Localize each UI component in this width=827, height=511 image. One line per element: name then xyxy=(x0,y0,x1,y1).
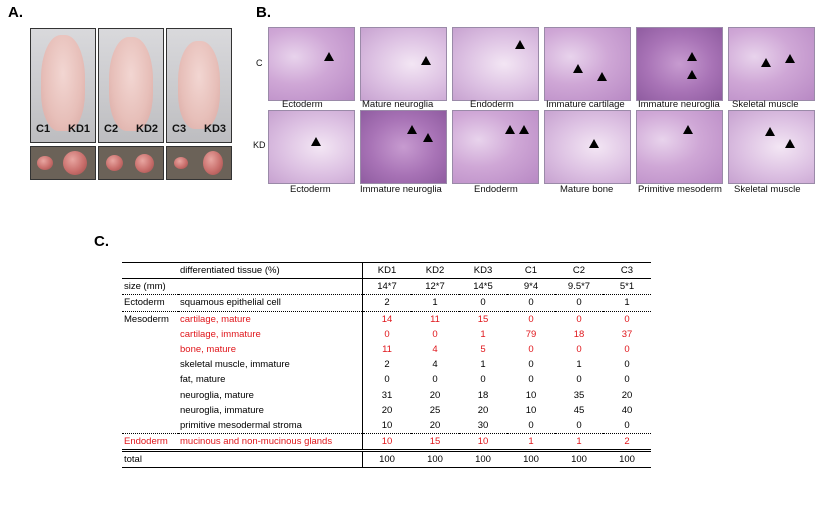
row-value-cell: 2 xyxy=(384,359,390,371)
table-header-cell: KD1 xyxy=(363,263,412,279)
caption-kd-4: Mature bone xyxy=(560,184,614,195)
arrowhead-icon xyxy=(324,52,334,61)
panel-b-label: B. xyxy=(256,4,271,21)
row-value-cell: 100 xyxy=(411,451,459,468)
table-header-cell: C2 xyxy=(555,263,603,279)
arrowhead-icon xyxy=(687,52,697,61)
row-value-cell: 20 xyxy=(411,418,459,434)
row-value-cell: 20 xyxy=(477,404,489,416)
tumor-photo-1 xyxy=(30,146,96,180)
row-value-cell: 10 xyxy=(363,434,412,451)
mouse-label-c1: C1 xyxy=(36,123,51,135)
row-value-cell: 18 xyxy=(573,328,585,340)
caption-c-5: Immature neuroglia xyxy=(638,99,720,110)
row-value-cell: 20 xyxy=(429,389,441,401)
tumor-photo-3 xyxy=(166,146,232,180)
tumor xyxy=(203,151,223,175)
histology-kd-endoderm xyxy=(452,110,539,184)
table-row xyxy=(122,295,651,311)
arrowhead-icon xyxy=(421,56,431,65)
row-value-cell: 14*5 xyxy=(459,279,507,295)
row-value-cell: 100 xyxy=(555,451,603,468)
row-tissue-cell: bone, mature xyxy=(178,342,363,357)
arrowhead-icon xyxy=(683,125,693,134)
row-value-cell: 1 xyxy=(507,434,555,451)
row-tissue-cell: squamous epithelial cell xyxy=(178,295,363,311)
row-value-cell: 35 xyxy=(573,389,585,401)
row-value-cell: 4 xyxy=(432,359,438,371)
row-value-cell: 25 xyxy=(429,404,441,416)
row-value-cell: 30 xyxy=(459,418,507,434)
row-value-cell: 79 xyxy=(525,328,537,340)
row-tissue-cell: skeletal muscle, immature xyxy=(178,357,363,372)
row-value-cell: 0 xyxy=(624,359,630,371)
table-row xyxy=(122,372,651,387)
caption-c-1: Ectoderm xyxy=(282,99,323,110)
table-row xyxy=(122,327,651,342)
mouse-body xyxy=(109,37,153,131)
row-value-cell: 10 xyxy=(363,418,412,434)
row-group-cell xyxy=(122,327,178,342)
row-value-cell: 100 xyxy=(603,451,651,468)
table-row xyxy=(122,279,651,295)
row-group-cell xyxy=(122,372,178,387)
arrowhead-icon xyxy=(519,125,529,134)
row-value-cell: 0 xyxy=(459,295,507,311)
row-value-cell: 1 xyxy=(603,295,651,311)
table-row xyxy=(122,342,651,357)
panel-a-label: A. xyxy=(8,4,23,21)
tumor-photo-2 xyxy=(98,146,164,180)
row-label-kd: KD xyxy=(253,140,266,150)
row-value-cell: 37 xyxy=(621,328,633,340)
row-value-cell: 1 xyxy=(480,328,486,340)
row-value-cell: 0 xyxy=(432,374,438,386)
row-value-cell: 11 xyxy=(430,313,440,325)
tumor xyxy=(63,151,87,175)
mouse-photo-2 xyxy=(98,28,164,143)
row-tissue-cell: mucinous and non-mucinous glands xyxy=(178,434,363,451)
row-value-cell: 0 xyxy=(384,374,390,386)
row-group-cell xyxy=(122,342,178,357)
row-value-cell: 0 xyxy=(576,313,582,325)
row-value-cell: 0 xyxy=(480,374,486,386)
mouse-label-kd2: KD2 xyxy=(136,123,159,135)
row-tissue-cell: fat, mature xyxy=(178,372,363,387)
row-group-cell: Endoderm xyxy=(122,434,178,451)
mouse-photo-1 xyxy=(30,28,96,143)
row-value-cell: 15 xyxy=(477,313,489,325)
row-value-cell: 10 xyxy=(525,404,537,416)
row-value-cell: 45 xyxy=(573,404,585,416)
row-value-cell: 100 xyxy=(459,451,507,468)
caption-kd-1: Ectoderm xyxy=(290,184,331,195)
histology-c-ectoderm xyxy=(268,27,355,101)
row-value-cell: 1 xyxy=(555,434,603,451)
row-value-cell: 10 xyxy=(525,389,537,401)
row-group-cell: Mesoderm xyxy=(124,313,169,325)
row-group-cell xyxy=(122,418,178,434)
row-value-cell: 12*7 xyxy=(411,279,459,295)
arrowhead-icon xyxy=(785,139,795,148)
row-value-cell: 0 xyxy=(528,344,534,356)
row-value-cell: 0 xyxy=(555,295,603,311)
row-value-cell: 15 xyxy=(411,434,459,451)
table-header-row xyxy=(122,263,651,279)
table-header-cell: KD2 xyxy=(411,263,459,279)
row-value-cell: 0 xyxy=(603,418,651,434)
histology-kd-skeletal-muscle xyxy=(728,110,815,184)
tumor xyxy=(106,155,123,171)
row-group-cell xyxy=(122,357,178,372)
row-value-cell: 0 xyxy=(555,418,603,434)
arrowhead-icon xyxy=(765,127,775,136)
histology-c-immature-neuroglia xyxy=(636,27,723,101)
row-value-cell: 0 xyxy=(384,328,390,340)
histology-kd-immature-neuroglia xyxy=(360,110,447,184)
row-value-cell: 9.5*7 xyxy=(555,279,603,295)
arrowhead-icon xyxy=(311,137,321,146)
panel-c-label: C. xyxy=(94,233,109,250)
arrowhead-icon xyxy=(761,58,771,67)
arrowhead-icon xyxy=(687,70,697,79)
row-value-cell: 20 xyxy=(621,389,633,401)
tumor xyxy=(37,156,53,170)
histology-kd-primitive-mesoderm xyxy=(636,110,723,184)
table-row xyxy=(122,357,651,372)
caption-kd-6: Skeletal muscle xyxy=(734,184,801,195)
table-row xyxy=(122,451,651,468)
caption-c-6: Skeletal muscle xyxy=(732,99,799,110)
table-header-cell: C3 xyxy=(603,263,651,279)
tissue-table xyxy=(122,262,651,468)
row-value-cell: 5 xyxy=(480,344,486,356)
table-header-cell: C1 xyxy=(507,263,555,279)
row-value-cell: 0 xyxy=(507,418,555,434)
row-value-cell: 1 xyxy=(480,359,486,371)
table-row xyxy=(122,434,651,451)
row-tissue-cell: primitive mesodermal stroma xyxy=(178,418,363,434)
row-value-cell: 0 xyxy=(576,374,582,386)
arrowhead-icon xyxy=(573,64,583,73)
table-header-cell: KD3 xyxy=(459,263,507,279)
row-value-cell: 2 xyxy=(363,295,412,311)
histology-kd-mature-bone xyxy=(544,110,631,184)
histology-c-skeletal-muscle xyxy=(728,27,815,101)
mouse-label-c2: C2 xyxy=(104,123,119,135)
row-value-cell: 0 xyxy=(624,313,630,325)
table-row xyxy=(122,403,651,418)
row-value-cell: 11 xyxy=(382,344,392,356)
row-value-cell: 1 xyxy=(411,295,459,311)
table-row xyxy=(122,388,651,403)
row-value-cell: 20 xyxy=(381,404,393,416)
mouse-body xyxy=(41,35,85,131)
row-value-cell: 40 xyxy=(621,404,633,416)
mouse-label-kd3: KD3 xyxy=(204,123,227,135)
row-value-cell: 0 xyxy=(576,344,582,356)
row-group-cell xyxy=(122,388,178,403)
tissue-table-body xyxy=(122,263,651,468)
histology-c-mature-neuroglia xyxy=(360,27,447,101)
tumor xyxy=(135,154,154,173)
histology-c-endoderm xyxy=(452,27,539,101)
row-value-cell: 0 xyxy=(528,313,534,325)
arrowhead-icon xyxy=(597,72,607,81)
arrowhead-icon xyxy=(505,125,515,134)
row-value-cell: 10 xyxy=(459,434,507,451)
caption-c-4: Immature cartilage xyxy=(546,99,625,110)
row-tissue-cell: cartilage, immature xyxy=(178,327,363,342)
row-tissue-cell: neuroglia, immature xyxy=(178,403,363,418)
arrowhead-icon xyxy=(407,125,417,134)
row-group-cell xyxy=(122,403,178,418)
mouse-label-kd1: KD1 xyxy=(68,123,91,135)
row-label-c: C xyxy=(256,58,263,68)
table-header-cell xyxy=(122,263,178,279)
row-value-cell: 0 xyxy=(624,374,630,386)
row-tissue-cell: neuroglia, mature xyxy=(178,388,363,403)
row-value-cell: 100 xyxy=(363,451,412,468)
histology-kd-ectoderm xyxy=(268,110,355,184)
arrowhead-icon xyxy=(785,54,795,63)
row-value-cell: 4 xyxy=(432,344,438,356)
row-group-cell: total xyxy=(122,451,178,468)
row-value-cell: 14 xyxy=(381,313,393,325)
row-value-cell: 18 xyxy=(477,389,489,401)
mouse-photo-3 xyxy=(166,28,232,143)
row-value-cell: 0 xyxy=(624,344,630,356)
caption-kd-5: Primitive mesoderm xyxy=(638,184,722,195)
table-header-cell: differentiated tissue (%) xyxy=(178,263,363,279)
table-row xyxy=(122,311,651,327)
row-tissue-cell: cartilage, mature xyxy=(178,311,363,327)
row-value-cell: 0 xyxy=(528,374,534,386)
caption-c-3: Endoderm xyxy=(470,99,514,110)
caption-kd-2: Immature neuroglia xyxy=(360,184,442,195)
row-value-cell: 5*1 xyxy=(603,279,651,295)
histology-c-immature-cartilage xyxy=(544,27,631,101)
row-value-cell: 0 xyxy=(432,328,438,340)
row-value-cell: 0 xyxy=(507,295,555,311)
row-value-cell: 14*7 xyxy=(363,279,412,295)
caption-c-2: Mature neuroglia xyxy=(362,99,434,110)
row-tissue-cell xyxy=(178,451,363,468)
caption-kd-3: Endoderm xyxy=(474,184,518,195)
arrowhead-icon xyxy=(515,40,525,49)
row-tissue-cell xyxy=(178,279,363,295)
row-value-cell: 100 xyxy=(507,451,555,468)
row-group-cell: size (mm) xyxy=(122,279,178,295)
mouse-body xyxy=(178,41,220,129)
tumor xyxy=(174,157,188,169)
row-value-cell: 1 xyxy=(576,359,582,371)
row-group-cell: Ectoderm xyxy=(122,295,178,311)
row-value-cell: 9*4 xyxy=(507,279,555,295)
row-value-cell: 0 xyxy=(528,359,534,371)
arrowhead-icon xyxy=(589,139,599,148)
arrowhead-icon xyxy=(423,133,433,142)
table-row xyxy=(122,418,651,434)
row-value-cell: 31 xyxy=(381,389,393,401)
mouse-label-c3: C3 xyxy=(172,123,187,135)
row-value-cell: 2 xyxy=(603,434,651,451)
